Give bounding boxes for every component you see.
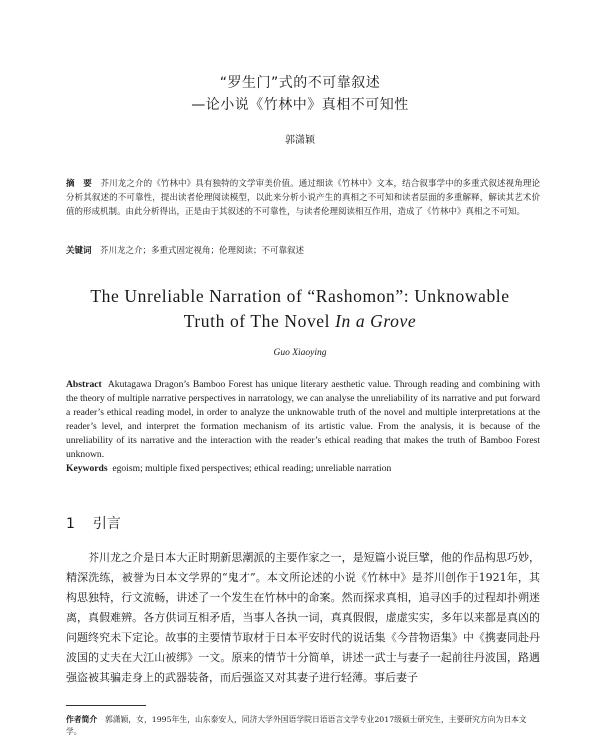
section-title: 引言 bbox=[92, 516, 121, 532]
footnote-divider bbox=[66, 705, 146, 706]
english-keywords-label: Keywords bbox=[66, 463, 108, 474]
chinese-keywords bbox=[66, 245, 540, 259]
chinese-keywords-text: 芥川龙之介；多重式固定视角；伦理阅读；不可靠叙述 bbox=[100, 246, 305, 256]
chinese-title-line-1: “罗生门”式的不可靠叙述 bbox=[219, 75, 381, 91]
section-number: 1 bbox=[66, 516, 75, 532]
chinese-author: 郭潇颖 bbox=[285, 135, 315, 146]
english-keywords-text: egoism; multiple fixed perspectives; ethical reading; unreliable narration bbox=[112, 463, 392, 474]
english-author: Guo Xiaoying bbox=[273, 348, 327, 358]
chinese-abstract-label: 摘 要 bbox=[66, 179, 92, 189]
english-title-italic: In a Grove bbox=[335, 311, 417, 331]
chinese-abstract bbox=[66, 178, 540, 219]
english-abstract bbox=[66, 378, 540, 462]
footnote-label: 作者简介 bbox=[66, 715, 98, 724]
chinese-abstract-text: 芥川龙之介的《竹林中》具有独特的文学审美价值。通过细读《竹林中》文本，结合叙事学中的多重式叙述视角理论分析其叙述的不可靠性，提出读者伦理阅读模型，以此来分析小说产生的真相之不可知和读者层面的多重解释，解读其艺术价值的形成机制。由此分析得出，正是由于其叙述的不可靠性，与读者伦理阅读相互作用，造成了《竹林中》真相之不可知。 bbox=[66, 179, 540, 217]
english-abstract-text: Akutagawa Dragon’s Bamboo Forest has unique literary aesthetic value. Through reading and combining with the theory of multiple narrative perspectives in narratology, we can analyse the unreliability of its narrative and put forward a reader’s ethical reading model, in order to analyze the unknowable truth of the novel and multiple interpretations at the reader’s level, and interpret the formation mechanism of its artistic value. From the analysis, it is because of the unreliability of its narrative and the interaction with the reader’s ethical reading that makes the truth of Bamboo Forest unknown. bbox=[66, 379, 540, 460]
section-heading bbox=[66, 513, 121, 533]
chinese-title-line-2: —论小说《竹林中》真相不可知性 bbox=[191, 97, 409, 113]
english-keywords bbox=[66, 462, 540, 476]
footnote bbox=[66, 714, 540, 738]
footnote-text: 郭潇颖，女，1995年生，山东泰安人，同济大学外国语学院日语语言文学专业2017级硕士研究生，主要研究方向为日本文学。 bbox=[66, 715, 527, 736]
english-abstract-label: Abstract bbox=[66, 379, 102, 390]
english-title-line-1: The Unreliable Narration of “Rashomon”: Unknowable bbox=[90, 286, 510, 306]
english-title-prefix: Truth of The Novel bbox=[183, 311, 336, 331]
chinese-keywords-label: 关键词 bbox=[66, 246, 92, 256]
body-paragraph: 芥川龙之介是日本大正时期新思潮派的主要作家之一，是短篇小说巨擘，他的作品构思巧妙，精深洗练，被誉为日本文学界的“鬼才”。本文所论述的小说《竹林中》是芥川创作于1921年，其构思独特，行文流畅，讲述了一个发生在竹林中的命案。然而探求真相，追寻凶手的过程却扑朔迷离，真假难辨。各方供词互相矛盾，当事人各执一词，真真假假，虚虚实实，多年以来都是真凶的问题终究未下定论。故事的主要情节取材于日本平安时代的说话集《今昔物语集》中《携妻同赴丹波国的丈夫在大江山被绑》一文。原来的情节十分简单，讲述一武士与妻子一起前往丹波国，路遇强盗被其骗走身上的武器装备，而后强盗又对其妻子进行轻薄。事后妻子 bbox=[66, 551, 540, 684]
english-title-line-2 bbox=[0, 311, 600, 332]
